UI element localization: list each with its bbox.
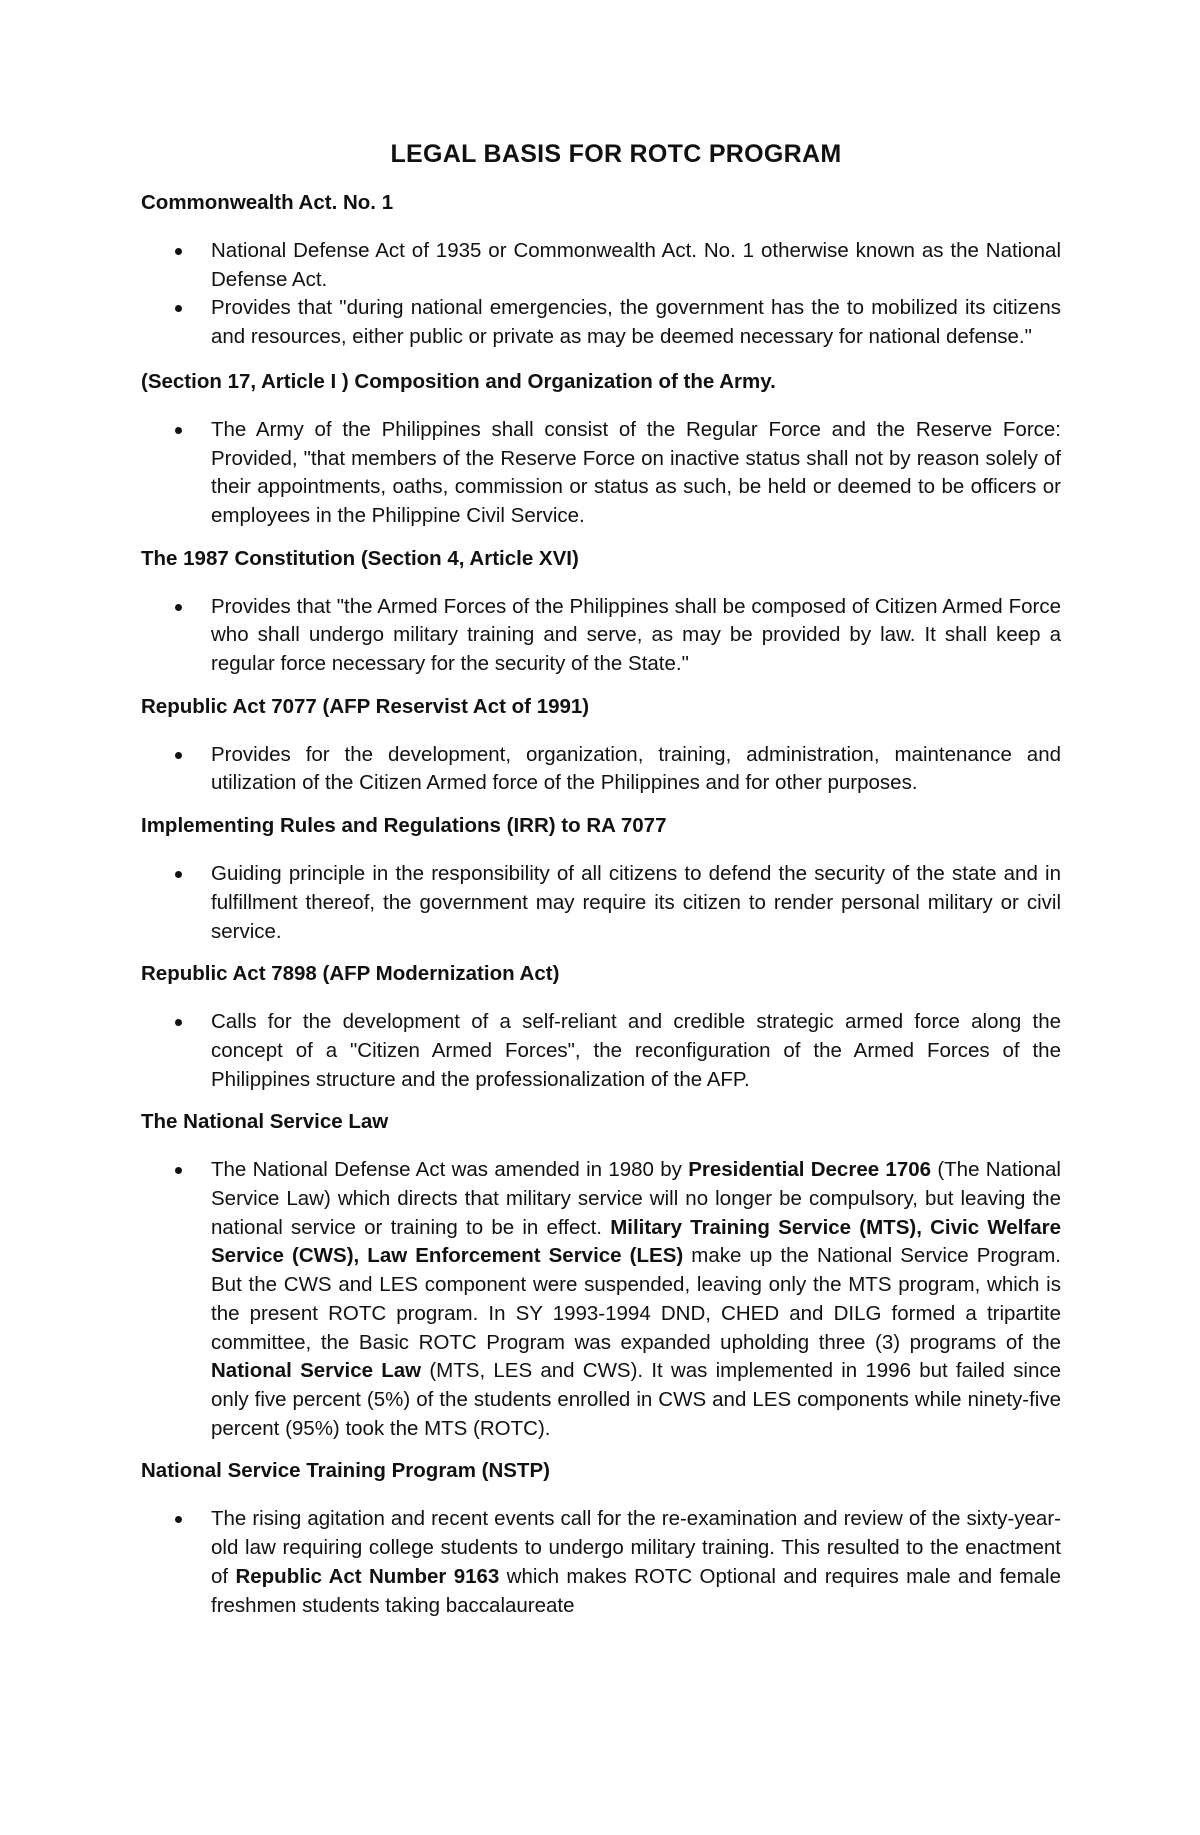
body-text: Guiding principle in the responsibility of all citizens to defend the security of the state and in fulfillment thereof, the government may require its citizen to render personal military or civil service. — [211, 862, 1061, 943]
bold-text: Republic Act Number 9163 — [235, 1564, 500, 1588]
body-text: make up the National Service Program. But the CWS and LES component were suspended, leaving only the MTS program, which is the present ROTC program. In SY 1993-1994 DND, CHED and DILG formed a tripartite committee, the Basic ROTC Program was expanded upholding three (3) programs of the — [211, 1244, 1062, 1354]
section-heading: Republic Act 7077 (AFP Reservist Act of 1991) — [141, 694, 590, 718]
bullet-list — [141, 1505, 1061, 1620]
section-heading: National Service Training Program (NSTP) — [141, 1459, 550, 1483]
body-text: (The National Service Law) which directs that military service will no longer be compulsory, but leaving the national service or training to be in effect. — [211, 1158, 1061, 1239]
body-text: The rising agitation and recent events call for the re-examination and review of the sixty-year-old law requiring college students to undergo military training. This resulted to the enactment of — [211, 1507, 1061, 1588]
bullet-item — [211, 1505, 1061, 1620]
bold-text: National Service Law — [211, 1359, 422, 1383]
bullet-list — [141, 741, 1061, 798]
section — [141, 1108, 1061, 1443]
bullet-icon — [175, 1019, 182, 1026]
bullet-icon — [175, 248, 182, 255]
body-text: The Army of the Philippines shall consist of the Regular Force and the Reserve Force: Provided, "that members of the Reserve Force on inactive status shall not by reason solely of their appointments, oaths, commission or status as such, be held or deemed to be officers or employees in the Philippine Civil Service. — [211, 417, 1061, 527]
section-heading: (Section 17, Article I ) Composition and Organization of the Army. — [141, 369, 776, 393]
section — [141, 189, 1061, 352]
bold-text: Presidential Decree 1706 — [688, 1158, 932, 1182]
section — [141, 545, 1061, 679]
bullet-item — [211, 237, 1061, 294]
section-heading: The National Service Law — [141, 1110, 389, 1134]
document-title: LEGAL BASIS FOR ROTC PROGRAM — [390, 140, 842, 168]
bullet-item — [211, 860, 1061, 946]
bullet-item — [211, 1156, 1061, 1443]
bullet-icon — [175, 871, 182, 878]
section-heading: Commonwealth Act. No. 1 — [141, 191, 394, 214]
body-text: (MTS, LES and CWS). It was implemented in 1996 but failed since only five percent (5%) of the students enrolled in CWS and LES components while ninety-five percent (95%) took the MTS (ROTC). — [211, 1359, 1061, 1440]
body-text: Provides for the development, organization, training, administration, maintenance and utilization of the Citizen Armed force of the Philippines and for other purposes. — [211, 742, 1061, 795]
bullet-item — [211, 416, 1061, 531]
bullet-list — [141, 416, 1061, 531]
bullet-list — [141, 1008, 1061, 1094]
bullet-list — [141, 237, 1061, 352]
bullet-item — [211, 1008, 1061, 1094]
body-text: The National Defense Act was amended in 1980 by — [211, 1158, 689, 1182]
bullet-icon — [175, 1516, 182, 1523]
section-heading: Implementing Rules and Regulations (IRR) to RA 7077 — [141, 814, 667, 838]
section — [141, 1457, 1061, 1620]
bullet-item — [211, 741, 1061, 798]
bullet-item — [211, 294, 1061, 351]
section — [141, 693, 1061, 798]
bold-text: Military Training Service (MTS), Civic Welfare Service (CWS), Law Enforcement Service (LES) — [211, 1215, 1061, 1268]
bullet-icon — [175, 427, 182, 434]
section-heading: Republic Act 7898 (AFP Modernization Act) — [141, 962, 560, 986]
bullet-list — [141, 1156, 1061, 1443]
section — [141, 812, 1061, 946]
bullet-item — [211, 593, 1061, 679]
body-text: Calls for the development of a self-reliant and credible strategic armed force along the concept of a "Citizen Armed Forces", the reconfiguration of the Armed Forces of the Philippines structure and the professionalization of the AFP. — [211, 1010, 1061, 1091]
section — [141, 368, 1061, 531]
bullet-list — [141, 593, 1061, 679]
section — [141, 960, 1061, 1094]
body-text: Provides that "the Armed Forces of the Philippines shall be composed of Citizen Armed Force who shall undergo military training and serve, as may be provided by law. It shall keep a regular force necessary for the security of the State." — [211, 594, 1061, 676]
bullet-icon — [175, 752, 182, 759]
body-text: National Defense Act of 1935 or Commonwealth Act. No. 1 otherwise known as the National Defense Act. — [211, 239, 1061, 291]
bullet-list — [141, 860, 1061, 946]
section-heading: The 1987 Constitution (Section 4, Article XVI) — [141, 546, 579, 570]
bullet-icon — [175, 604, 182, 611]
sections-container — [141, 189, 1061, 1620]
body-text: Provides that "during national emergencies, the government has the to mobilized its citizens and resources, either public or private as may be deemed necessary for national defense." — [211, 296, 1061, 349]
bullet-icon — [175, 1167, 182, 1174]
bullet-icon — [175, 305, 182, 312]
body-text: which makes ROTC Optional and requires male and female freshmen students taking baccalaureate — [211, 1564, 1062, 1617]
